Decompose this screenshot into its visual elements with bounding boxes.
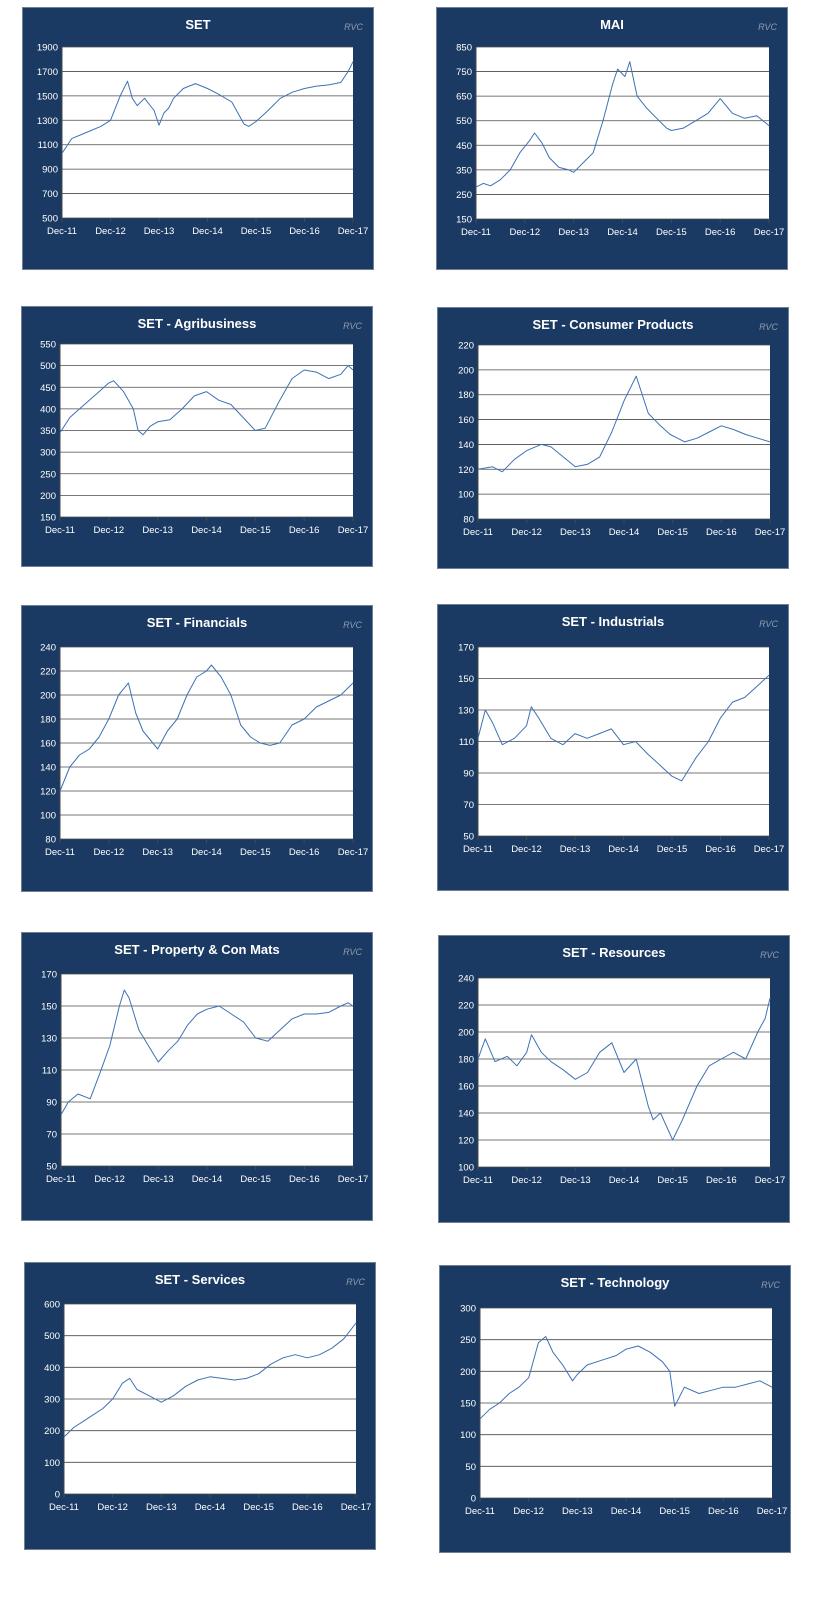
x-tick-label: Dec-11 (47, 226, 77, 237)
y-tick-label: 500 (40, 361, 56, 373)
chart-brand-label: RVC (343, 947, 362, 957)
x-tick-label: Dec-12 (509, 227, 541, 238)
chart-brand-label: RVC (758, 22, 777, 32)
y-tick-label: 350 (40, 426, 56, 437)
y-tick-label: 220 (40, 666, 56, 678)
y-tick-label: 120 (458, 464, 474, 476)
y-tick-label: 700 (42, 189, 58, 201)
y-tick-label: 1300 (36, 115, 58, 127)
y-tick-label: 220 (458, 340, 474, 352)
x-tick-label: Dec-14 (608, 1175, 640, 1186)
x-tick-label: Dec-17 (754, 527, 786, 538)
chart-svg (438, 605, 790, 892)
y-tick-label: 300 (40, 447, 56, 459)
x-tick-label: Dec-17 (337, 847, 369, 858)
chart-panel-consumer-products (437, 307, 789, 569)
chart-svg (437, 8, 789, 271)
x-tick-label: Dec-16 (292, 1502, 323, 1513)
y-tick-label: 160 (458, 1081, 474, 1093)
y-tick-label: 240 (458, 973, 474, 985)
y-tick-label: 180 (458, 390, 474, 402)
y-tick-label: 110 (41, 1065, 57, 1077)
x-tick-label: Dec-12 (511, 844, 542, 855)
chart-svg (23, 8, 375, 271)
y-tick-label: 160 (458, 415, 474, 427)
chart-panel-resources (438, 935, 790, 1223)
chart-svg (439, 936, 791, 1224)
x-tick-label: Dec-17 (754, 1175, 786, 1186)
x-tick-label: Dec-16 (706, 527, 737, 538)
y-tick-label: 140 (458, 439, 474, 451)
x-tick-label: Dec-11 (463, 1175, 493, 1186)
y-tick-label: 200 (44, 1426, 60, 1438)
y-tick-label: 200 (460, 1366, 476, 1378)
x-tick-label: Dec-14 (191, 525, 222, 536)
y-tick-label: 180 (458, 1054, 474, 1066)
x-tick-label: Dec-17 (337, 1174, 369, 1185)
x-tick-label: Dec-13 (562, 1506, 593, 1517)
x-tick-label: Dec-11 (463, 527, 493, 538)
x-tick-label: Dec-12 (511, 527, 542, 538)
x-tick-label: Dec-15 (657, 527, 688, 538)
y-tick-label: 250 (460, 1335, 476, 1347)
x-tick-label: Dec-16 (706, 1175, 737, 1186)
x-tick-label: Dec-12 (93, 847, 125, 858)
chart-title: SET - Technology (560, 1275, 670, 1290)
y-tick-label: 850 (456, 42, 472, 54)
y-tick-label: 1700 (36, 66, 58, 78)
y-tick-label: 100 (44, 1457, 60, 1469)
chart-title: SET (185, 17, 211, 32)
y-tick-label: 160 (40, 738, 56, 750)
y-tick-label: 50 (465, 1461, 476, 1473)
y-tick-label: 500 (42, 213, 58, 225)
x-tick-label: Dec-15 (243, 1502, 274, 1513)
y-tick-label: 110 (458, 737, 474, 748)
y-tick-label: 400 (44, 1362, 60, 1374)
x-tick-label: Dec-15 (656, 227, 687, 238)
x-tick-label: Dec-16 (289, 226, 320, 237)
x-tick-label: Dec-17 (340, 1502, 372, 1513)
y-tick-label: 150 (456, 214, 472, 226)
y-tick-label: 550 (40, 339, 56, 351)
y-tick-label: 1500 (36, 91, 58, 103)
x-tick-label: Dec-14 (192, 226, 223, 237)
x-tick-label: Dec-15 (240, 525, 271, 536)
x-tick-label: Dec-14 (191, 847, 222, 858)
chart-panel-financials (21, 605, 373, 892)
chart-title: SET - Services (154, 1272, 246, 1287)
y-tick-label: 550 (456, 116, 472, 128)
chart-brand-label: RVC (759, 322, 778, 332)
chart-panel-agribusiness (21, 306, 373, 567)
y-tick-label: 200 (40, 490, 56, 502)
chart-panel-property-con-mats (21, 932, 373, 1221)
y-tick-label: 150 (40, 512, 56, 524)
x-tick-label: Dec-11 (45, 847, 75, 858)
x-tick-label: Dec-16 (288, 525, 320, 536)
x-tick-label: Dec-13 (559, 844, 591, 855)
y-tick-label: 70 (463, 800, 474, 811)
chart-brand-label: RVC (344, 22, 363, 32)
y-tick-label: 600 (44, 1299, 60, 1311)
y-tick-label: 750 (456, 67, 472, 79)
y-tick-label: 100 (40, 810, 56, 822)
chart-title: SET - Property & Con Mats (114, 942, 280, 957)
x-tick-label: Dec-17 (753, 227, 785, 238)
chart-brand-label: RVC (761, 1280, 780, 1290)
chart-svg (22, 307, 374, 568)
y-tick-label: 150 (460, 1398, 476, 1410)
x-tick-label: Dec-17 (756, 1506, 788, 1517)
y-tick-label: 130 (41, 1033, 57, 1045)
x-tick-label: Dec-11 (45, 525, 75, 536)
chart-title: SET - Resources (562, 945, 666, 960)
y-tick-label: 120 (40, 786, 56, 798)
y-tick-label: 80 (45, 834, 56, 846)
y-tick-label: 250 (40, 469, 56, 481)
x-tick-label: Dec-13 (560, 527, 591, 538)
y-tick-label: 450 (40, 382, 56, 394)
x-tick-label: Dec-13 (143, 226, 175, 237)
x-tick-label: Dec-16 (704, 227, 736, 238)
y-tick-label: 170 (41, 969, 57, 981)
chart-svg (440, 1266, 792, 1554)
y-tick-label: 200 (458, 1027, 474, 1039)
y-tick-label: 0 (470, 1493, 476, 1505)
chart-brand-label: RVC (343, 620, 362, 630)
chart-brand-label: RVC (759, 619, 778, 629)
chart-panel-mai (436, 7, 788, 270)
x-tick-label: Dec-15 (657, 1175, 688, 1186)
y-tick-label: 150 (41, 1001, 57, 1013)
x-tick-label: Dec-14 (191, 1174, 223, 1185)
y-tick-label: 1100 (37, 140, 58, 152)
x-tick-label: Dec-14 (608, 844, 639, 855)
y-tick-label: 70 (46, 1129, 57, 1141)
y-tick-label: 170 (458, 642, 474, 654)
y-tick-label: 140 (458, 1108, 474, 1120)
x-tick-label: Dec-15 (240, 847, 271, 858)
y-tick-label: 350 (456, 165, 472, 177)
y-tick-label: 100 (458, 489, 474, 501)
x-tick-label: Dec-14 (608, 527, 640, 538)
x-tick-label: Dec-11 (461, 227, 491, 238)
x-tick-label: Dec-13 (142, 525, 173, 536)
chart-panel-technology (439, 1265, 791, 1553)
chart-svg (22, 606, 374, 893)
chart-svg (438, 308, 790, 570)
y-tick-label: 450 (456, 140, 472, 152)
x-tick-label: Dec-12 (93, 525, 125, 536)
chart-title: SET - Financials (146, 615, 248, 630)
x-tick-label: Dec-16 (708, 1506, 739, 1517)
y-tick-label: 90 (46, 1097, 57, 1109)
y-tick-label: 650 (456, 91, 472, 103)
y-tick-label: 120 (458, 1135, 474, 1147)
chart-title: SET - Consumer Products (532, 317, 694, 332)
x-tick-label: Dec-17 (337, 226, 369, 237)
x-tick-label: Dec-13 (142, 847, 173, 858)
x-tick-label: Dec-14 (194, 1502, 226, 1513)
y-tick-label: 100 (458, 1162, 474, 1174)
chart-svg (22, 933, 374, 1222)
chart-title: MAI (600, 17, 624, 32)
y-tick-label: 500 (44, 1331, 60, 1343)
x-tick-label: Dec-13 (560, 1175, 591, 1186)
x-tick-label: Dec-12 (97, 1502, 128, 1513)
plot-area (476, 47, 769, 219)
x-tick-label: Dec-11 (46, 1174, 76, 1185)
y-tick-label: 240 (40, 642, 56, 654)
y-tick-label: 180 (40, 714, 56, 726)
y-tick-label: 900 (42, 164, 58, 176)
chart-brand-label: RVC (760, 950, 779, 960)
x-tick-label: Dec-15 (240, 226, 272, 237)
x-tick-label: Dec-13 (146, 1502, 177, 1513)
x-tick-label: Dec-16 (705, 844, 736, 855)
y-tick-label: 150 (458, 674, 474, 685)
y-tick-label: 140 (40, 762, 56, 774)
y-tick-label: 0 (54, 1489, 60, 1501)
y-tick-label: 80 (463, 514, 474, 526)
x-tick-label: Dec-11 (465, 1506, 495, 1517)
chart-panel-services (24, 1262, 376, 1550)
x-tick-label: Dec-15 (240, 1174, 271, 1185)
x-tick-label: Dec-15 (656, 844, 688, 855)
x-tick-label: Dec-12 (94, 1174, 125, 1185)
x-tick-label: Dec-11 (463, 844, 493, 855)
y-tick-label: 90 (463, 768, 474, 780)
x-tick-label: Dec-16 (289, 1174, 320, 1185)
y-tick-label: 250 (456, 189, 472, 201)
x-tick-label: Dec-16 (288, 847, 320, 858)
x-tick-label: Dec-14 (607, 227, 638, 238)
chart-brand-label: RVC (343, 321, 362, 331)
y-tick-label: 100 (460, 1430, 476, 1442)
x-tick-label: Dec-17 (337, 525, 369, 536)
plot-area (478, 345, 770, 519)
x-tick-label: Dec-14 (610, 1506, 642, 1517)
x-tick-label: Dec-12 (513, 1506, 544, 1517)
y-tick-label: 50 (46, 1161, 57, 1173)
x-tick-label: Dec-12 (511, 1175, 542, 1186)
chart-panel-set (22, 7, 374, 270)
y-tick-label: 200 (40, 690, 56, 702)
y-tick-label: 300 (460, 1303, 476, 1315)
y-tick-label: 130 (458, 705, 474, 717)
y-tick-label: 1900 (36, 42, 58, 54)
x-tick-label: Dec-15 (659, 1506, 690, 1517)
x-tick-label: Dec-17 (753, 844, 785, 855)
chart-panel-industrials (437, 604, 789, 891)
y-tick-label: 200 (458, 365, 474, 377)
y-tick-label: 220 (458, 1000, 474, 1012)
x-tick-label: Dec-13 (558, 227, 589, 238)
plot-area (62, 47, 353, 218)
chart-title: SET - Agribusiness (137, 316, 257, 331)
y-tick-label: 300 (44, 1394, 60, 1406)
y-tick-label: 50 (463, 831, 474, 843)
chart-title: SET - Industrials (561, 614, 665, 629)
x-tick-label: Dec-11 (49, 1502, 79, 1513)
y-tick-label: 400 (40, 404, 56, 416)
x-tick-label: Dec-12 (95, 226, 126, 237)
chart-svg (25, 1263, 377, 1551)
x-tick-label: Dec-13 (143, 1174, 174, 1185)
chart-brand-label: RVC (346, 1277, 365, 1287)
